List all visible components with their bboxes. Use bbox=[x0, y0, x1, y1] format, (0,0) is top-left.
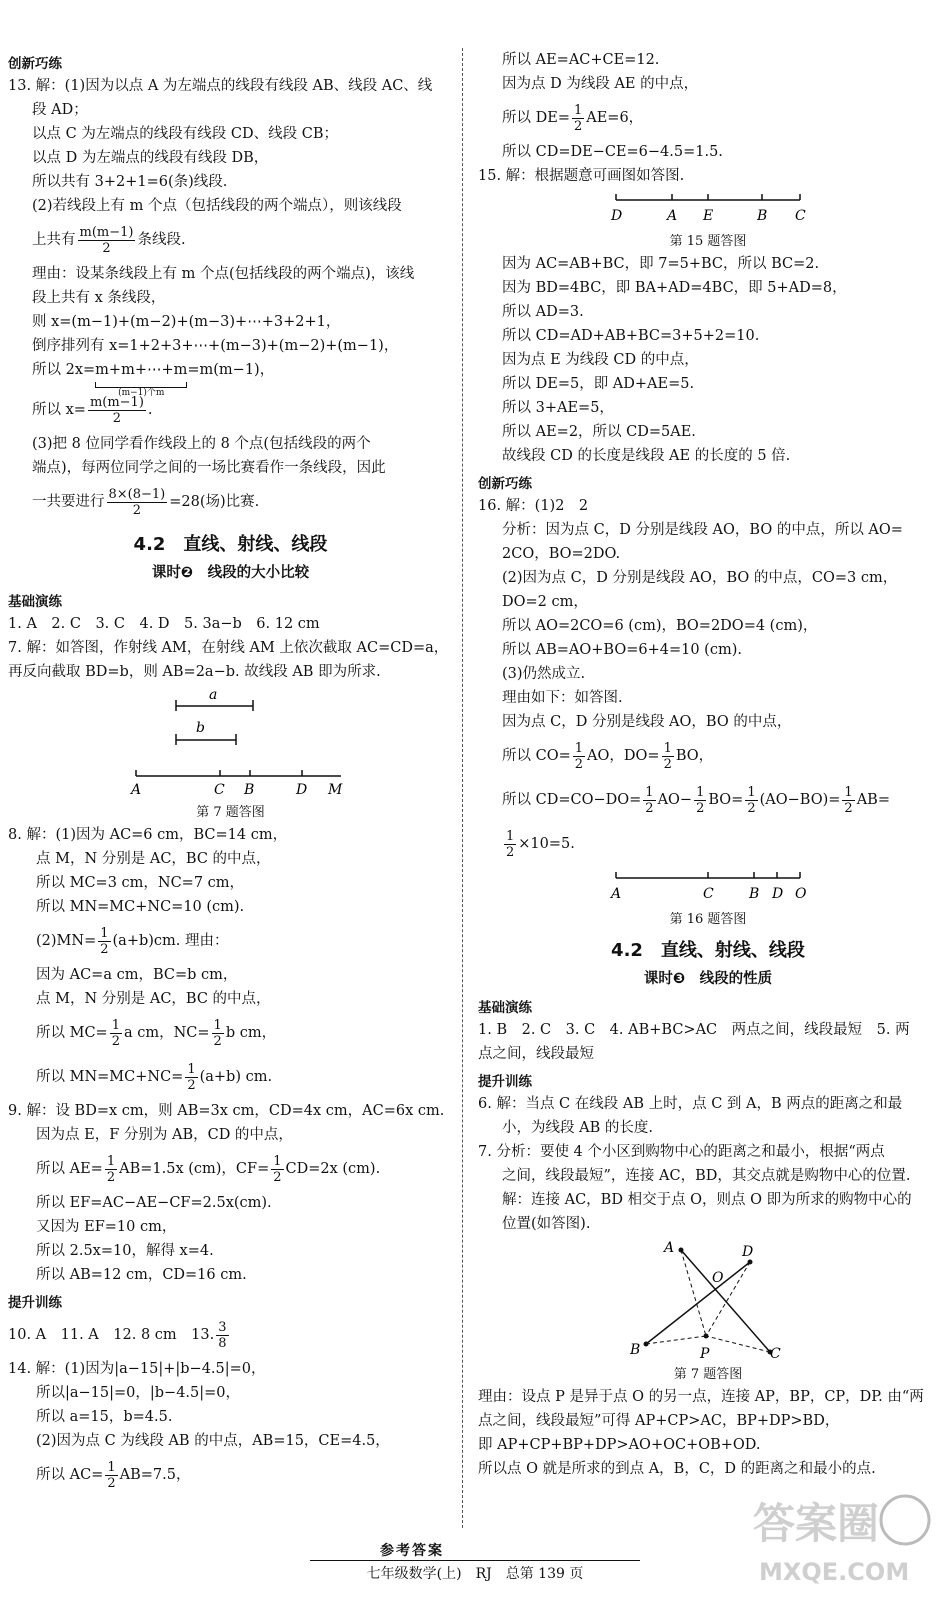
text-line: 所以 CO= $\frac{1}{2}$ AO，DO= $\frac{1}{2}$ BO， bbox=[502, 740, 714, 772]
point-label: A bbox=[667, 208, 678, 224]
text-line: 所以 MC= $\frac{1}{2}$ a cm，NC= $\frac{1}{2}$ b cm， bbox=[36, 1017, 277, 1049]
right-column bbox=[478, 48, 938, 1481]
text-line: 因为 BD=4BC，即 BA+AD=4BC，即 5+AD=8， bbox=[502, 280, 847, 296]
point-label: D bbox=[772, 886, 784, 902]
point-label: A bbox=[611, 886, 622, 902]
point-label: E bbox=[703, 208, 714, 224]
text-line: 13. 解：(1)因为以点 A 为左端点的线段有线段 AB、线段 AC、线 bbox=[8, 78, 433, 94]
text-line: DO=2 cm， bbox=[502, 594, 588, 610]
section-heading: 基础演练 bbox=[478, 1000, 532, 1016]
text-line: 解：连接 AC，BD 相交于点 O，则点 O 即为所求的购物中心的 bbox=[502, 1192, 912, 1208]
text-line: 之间，线段最短”，连接 AC，BD，其交点就是购物中心的位置. bbox=[502, 1168, 911, 1184]
section-heading: 创新巧练 bbox=[8, 56, 62, 72]
text-line: 因为 AC=a cm，BC=b cm， bbox=[36, 967, 238, 983]
text-line: 所以 AB=AO+BO=6+4=10 (cm). bbox=[502, 642, 742, 658]
text-line: 再反向截取 BD=b，则 AB=2a−b. 故线段 AB 即为所求. bbox=[8, 664, 381, 680]
section-title: 4.2 直线、射线、线段 bbox=[611, 940, 805, 961]
lesson-title: 课时❸ 线段的性质 bbox=[643, 971, 773, 987]
text-line: 所以 2.5x=10，解得 x=4. bbox=[36, 1243, 214, 1259]
text-line: 即 AP+CP+BP+DP>AO+OC+OB+OD. bbox=[478, 1437, 761, 1453]
point-label: D bbox=[611, 208, 623, 224]
text-line: 所以 AE=AC+CE=12. bbox=[502, 52, 660, 68]
label-b: b bbox=[196, 720, 205, 736]
text-line: 故线段 CD 的长度是线段 AE 的长度的 5 倍. bbox=[502, 448, 791, 464]
text-line: 位置(如答图). bbox=[502, 1216, 591, 1232]
point-label: B bbox=[630, 1342, 641, 1358]
text-line: 因为 AC=AB+BC，即 7=5+BC，所以 BC=2. bbox=[502, 256, 820, 272]
point-label: O bbox=[712, 1270, 724, 1286]
text-line: 段上共有 x 条线段， bbox=[32, 290, 166, 306]
text-line: 所以|a−15|=0，|b−4.5|=0， bbox=[36, 1385, 241, 1401]
figure-16 bbox=[478, 866, 938, 906]
text-line: 所以 AD=3. bbox=[502, 304, 584, 320]
text-line: 因为点 E 为线段 CD 的中点， bbox=[502, 352, 699, 368]
text-line: 15. 解：根据题意可画图如答图. bbox=[478, 168, 685, 184]
text-line: 分析：因为点 C，D 分别是线段 AO，BO 的中点，所以 AO= bbox=[502, 522, 903, 538]
text-line: 7. 解：如答图，作射线 AM，在射线 AM 上依次截取 AC=CD=a， bbox=[8, 640, 449, 656]
text-line: 所以点 O 就是所求的到点 A，B，C，D 的距离之和最小的点. bbox=[478, 1461, 876, 1477]
text-line: 10. A 11. A 12. 8 cm 13. $\frac{3}{8}$ bbox=[8, 1319, 227, 1351]
text-line: 所以 EF=AC−AE−CF=2.5x(cm). bbox=[36, 1195, 272, 1211]
text-line: 端点)，每两位同学之间的一场比赛看作一条线段，因此 bbox=[32, 460, 386, 476]
text-line: 所以 AE=2，所以 CD=5AE. bbox=[502, 424, 696, 440]
text-line: 点之间，线段最短”可得 AP+CP>AC，BP+DP>BD， bbox=[478, 1413, 840, 1429]
watermark-text: 答案圈 bbox=[753, 1499, 880, 1548]
text-line: 一共要进行 $\frac{8\times(8-1)}{2}$ =28(场)比赛. bbox=[32, 486, 260, 518]
point-label: P bbox=[700, 1346, 710, 1361]
point-label: B bbox=[244, 782, 255, 798]
text-line: 理由：设某条线段上有 m 个点(包括线段的两个端点)，该线 bbox=[32, 266, 415, 282]
text-line: 小，为线段 AB 的长度. bbox=[502, 1120, 653, 1136]
column-divider bbox=[462, 48, 463, 1528]
text-line: 倒序排列有 x=1+2+3+⋯+(m−3)+(m−2)+(m−1)， bbox=[32, 338, 399, 354]
point-label: A bbox=[664, 1240, 675, 1256]
text-line: (2)因为点 C 为线段 AB 的中点，AB=15，CE=4.5， bbox=[36, 1433, 390, 1449]
segment-ac bbox=[681, 1250, 770, 1352]
figure-15 bbox=[478, 188, 938, 228]
fraction: $\frac{8\times(8-1)}{2}$ bbox=[108, 486, 166, 518]
text-line: 所以 AE= $\frac{1}{2}$ AB=1.5x (cm)，CF= $\frac{1}{2}$ CD=2x (cm). bbox=[36, 1153, 381, 1185]
watermark-logo bbox=[745, 1480, 935, 1590]
text-line: 7. 分析：要使 4 个小区到购物中心的距离之和最小，根据“两点 bbox=[478, 1144, 885, 1160]
fraction: $\frac{m(m-1)}{2}$ bbox=[89, 394, 144, 426]
text-line: 所以 DE=5，即 AD+AE=5. bbox=[502, 376, 695, 392]
watermark-url: MXQE.COM bbox=[759, 1558, 910, 1586]
point-label: A bbox=[131, 782, 142, 798]
text-line: 以点 C 为左端点的线段有线段 CD、线段 CB； bbox=[32, 126, 338, 142]
label-a: a bbox=[209, 687, 218, 703]
text-line: 所以 MN=MC+NC=10 (cm). bbox=[36, 899, 245, 915]
text-line: 所以 AO=2CO=6 (cm)，BO=2DO=4 (cm)， bbox=[502, 618, 818, 634]
text-line: 所以 CD=DE−CE=6−4.5=1.5. bbox=[502, 144, 723, 160]
text-line: 所以 3+AE=5， bbox=[502, 400, 614, 416]
text-line: 点 M，N 分别是 AC，BC 的中点， bbox=[36, 851, 271, 867]
section-title: 4.2 直线、射线、线段 bbox=[133, 534, 328, 555]
text-line: (2)因为点 C，D 分别是线段 AO，BO 的中点，CO=3 cm， bbox=[502, 570, 898, 586]
text-line: 1. A 2. C 3. C 4. D 5. 3a−b 6. 12 cm bbox=[8, 616, 320, 632]
text-line: 所以 a=15，b=4.5. bbox=[36, 1409, 173, 1425]
text-line: 上共有 $\frac{m(m-1)}{2}$ 条线段. bbox=[32, 224, 186, 256]
text-line: 点 M，N 分别是 AC，BC 的中点， bbox=[36, 991, 271, 1007]
text-line: 因为点 C，D 分别是线段 AO，BO 的中点， bbox=[502, 714, 792, 730]
point-label: D bbox=[296, 782, 308, 798]
point-label: B bbox=[749, 886, 760, 902]
text-line: 因为点 E，F 分别为 AB，CD 的中点， bbox=[36, 1127, 293, 1143]
text-line: (3)仍然成立. bbox=[502, 666, 586, 682]
text-line: 所以 AB=12 cm，CD=16 cm. bbox=[36, 1267, 247, 1283]
point-label: C bbox=[214, 782, 225, 798]
text-line: 理由如下：如答图. bbox=[502, 690, 623, 706]
text-line: 1. B 2. C 3. C 4. AB+BC>AC 两点之间，线段最短 5. 两 bbox=[478, 1022, 910, 1038]
segment-bd bbox=[646, 1262, 750, 1344]
text-line: 段 AD； bbox=[32, 102, 88, 118]
text-line: 14. 解：(1)因为|a−15|+|b−4.5|=0， bbox=[8, 1361, 266, 1377]
fraction: $\frac{m(m-1)}{2}$ bbox=[79, 224, 134, 256]
figure-caption: 第 15 题答图 bbox=[669, 234, 747, 249]
section-heading: 创新巧练 bbox=[478, 476, 532, 492]
figure-caption: 第 7 题答图 bbox=[196, 805, 265, 820]
section-heading: 提升训练 bbox=[8, 1295, 62, 1311]
text-line: 所以 AC= $\frac{1}{2}$ AB=7.5， bbox=[36, 1459, 191, 1491]
text-line: 因为点 D 为线段 AE 的中点， bbox=[502, 76, 699, 92]
footer-page-info: 七年级数学(上) RJ 总第 139 页 bbox=[310, 1560, 640, 1583]
text-line: 以点 D 为左端点的线段有线段 DB， bbox=[32, 150, 269, 166]
footer-title: 参考答案 bbox=[380, 1543, 444, 1559]
text-line: 6. 解：当点 C 在线段 AB 上时，点 C 到 A，B 两点的距离之和最 bbox=[478, 1096, 903, 1112]
point-label: C bbox=[795, 208, 806, 224]
left-column bbox=[8, 48, 453, 1497]
point-label: C bbox=[770, 1346, 781, 1361]
text-line: 理由：设点 P 是异于点 O 的另一点，连接 AP，BP，CP，DP. 由“两 bbox=[478, 1389, 924, 1405]
point-label: M bbox=[328, 782, 343, 798]
text-line: 所以 DE= $\frac{1}{2}$ AE=6， bbox=[502, 102, 644, 134]
figure-caption: 第 7 题答图 bbox=[673, 1367, 743, 1382]
text-line: $\frac{1}{2}$ ×10=5. bbox=[506, 828, 575, 860]
text-line: 所以 CD=AD+AB+BC=3+5+2=10. bbox=[502, 328, 760, 344]
figure-7-left bbox=[8, 684, 453, 799]
text-line: 8. 解：(1)因为 AC=6 cm，BC=14 cm， bbox=[8, 827, 288, 843]
figure-caption: 第 16 题答图 bbox=[669, 912, 747, 927]
text-line: 则 x=(m−1)+(m−2)+(m−3)+⋯+3+2+1， bbox=[32, 314, 341, 330]
section-heading: 基础演练 bbox=[8, 594, 62, 610]
text-line: 9. 解：设 BD=x cm，则 AB=3x cm，CD=4x cm，AC=6x cm. bbox=[8, 1103, 445, 1119]
point-label: D bbox=[742, 1244, 754, 1260]
point-label: O bbox=[795, 886, 807, 902]
text-line: 所以 CD=CO−DO= $\frac{1}{2}$ AO− $\frac{1}{2}$ BO= $\frac{1}{2}$ (AO−BO)= $\frac{1}{2}$ AB= bbox=[502, 784, 890, 816]
point-label: C bbox=[703, 886, 714, 902]
text-line: 2CO，BO=2DO. bbox=[502, 546, 621, 562]
text-line: (2)若线段上有 m 个点（包括线段的两个端点），则该线段 bbox=[32, 198, 402, 214]
text-line: (2)MN= $\frac{1}{2}$ (a+b)cm. 理由： bbox=[36, 925, 229, 957]
underbrace: m+m+⋯+m (m−1)个m bbox=[95, 362, 188, 398]
text-line: 所以共有 3+2+1=6(条)线段. bbox=[32, 174, 228, 190]
text-line: 所以 2x= m+m+⋯+m (m−1)个m =m(m−1)， bbox=[8, 358, 453, 388]
text-line: 所以 x= $\frac{m(m-1)}{2}$ . bbox=[32, 394, 153, 426]
text-line: 点之间，线段最短 bbox=[478, 1046, 594, 1062]
text-line: 所以 MN=MC+NC= $\frac{1}{2}$ (a+b) cm. bbox=[36, 1061, 273, 1093]
point-label: B bbox=[757, 208, 768, 224]
figure-7-right bbox=[478, 1236, 938, 1361]
lesson-title: 课时❷ 线段的大小比较 bbox=[151, 565, 310, 581]
text-line: 所以 MC=3 cm，NC=7 cm， bbox=[36, 875, 245, 891]
text-line: 16. 解：(1)2 2 bbox=[478, 498, 589, 514]
section-heading: 提升训练 bbox=[478, 1074, 532, 1090]
text-line: (3)把 8 位同学看作线段上的 8 个点(包括线段的两个 bbox=[32, 436, 371, 452]
text-line: 又因为 EF=10 cm， bbox=[36, 1219, 177, 1235]
